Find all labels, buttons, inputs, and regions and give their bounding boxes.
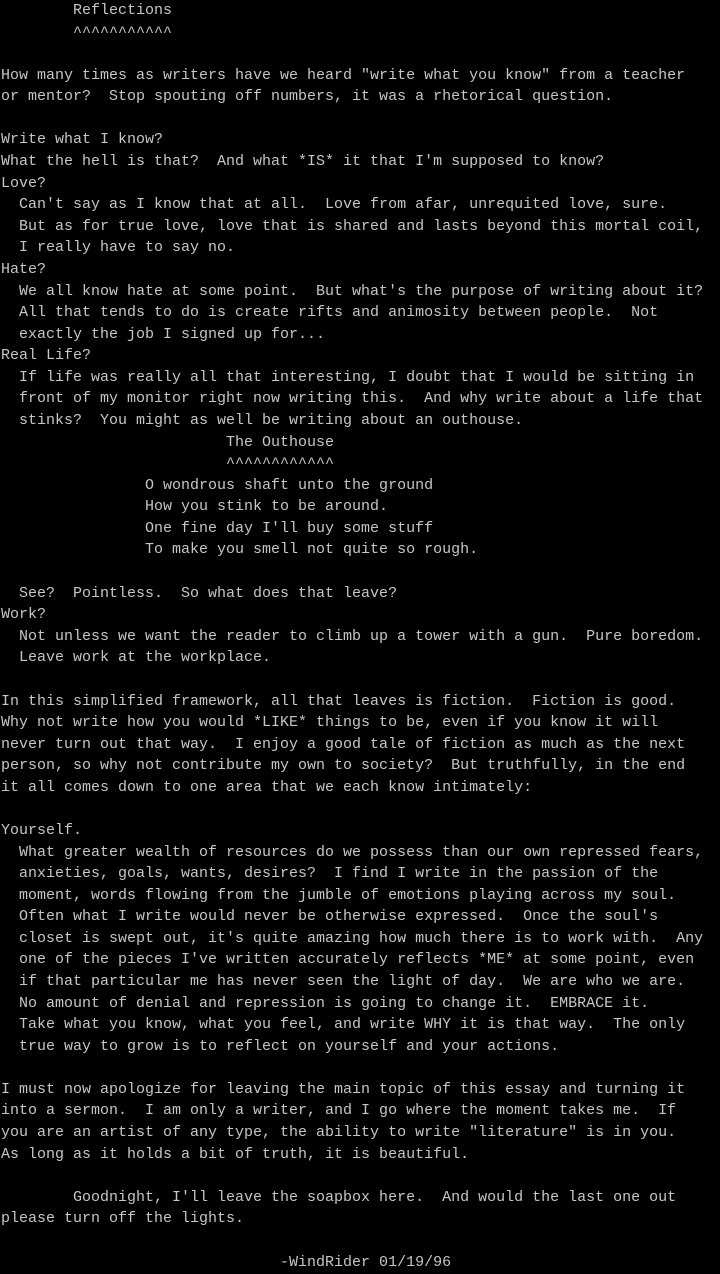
text-line: please turn off the lights. [1,1210,245,1228]
text-line: Leave work at the workplace. [1,649,272,667]
poem-line: O wondrous shaft unto the ground [1,476,434,494]
text-line: Write what I know? [1,131,164,149]
text-line [1,43,720,65]
text-line: true way to grow is to reflect on yourself and your actions. [1,1037,560,1055]
text-line: What greater wealth of resources do we possess than our own repressed fears, [1,843,704,861]
poem-title-underline: ^^^^^^^^^^^^ [1,455,335,473]
text-line: person, so why not contribute my own to society? But truthfully, in the end [1,757,686,775]
text-line: closet is swept out, it's quite amazing how much there is to work with. Any [1,929,704,947]
text-line: No amount of denial and repression is going to change it. EMBRACE it. [1,994,650,1012]
text-line: Take what you know, what you feel, and write WHY it is that way. The only [1,1016,686,1034]
text-line: Goodnight, I'll leave the soapbox here. And would the last one out [1,1188,677,1206]
poem-line: How you stink to be around. [1,498,389,516]
text-line: stinks? You might as well be writing about an outhouse. [1,411,524,429]
text-line: But as for true love, love that is shared and lasts beyond this mortal coil, [1,217,704,235]
text-line [1,798,720,820]
text-line: never turn out that way. I enjoy a good tale of fiction as much as the next [1,735,686,753]
text-line: See? Pointless. So what does that leave? [1,584,398,602]
text-line: exactly the job I signed up for... [1,325,326,343]
poem-line: To make you smell not quite so rough. [1,541,479,559]
text-line: Love? [1,174,47,192]
text-line [1,1230,720,1252]
text-line: it all comes down to one area that we each know intimately: [1,778,533,796]
text-line: Often what I write would never be otherwise expressed. Once the soul's [1,908,659,926]
text-line: How many times as writers have we heard "write what you know" from a teacher [1,66,686,84]
essay-text [1,0,720,1274]
text-line: you are an artist of any type, the ability to write "literature" is in you. [1,1124,677,1142]
text-line: Hate? [1,260,47,278]
poem-title-line: The Outhouse [1,433,335,451]
text-line: front of my monitor right now writing this. And why write about a life that [1,390,704,408]
text-line: We all know hate at some point. But what's the purpose of writing about it? [1,282,704,300]
text-line: Real Life? [1,347,92,365]
text-line: into a sermon. I am only a writer, and I go where the moment takes me. If [1,1102,677,1120]
text-line: In this simplified framework, all that leaves is fiction. Fiction is good. [1,692,677,710]
text-line: Not unless we want the reader to climb up a tower with a gun. Pure boredom. [1,627,704,645]
text-line: What the hell is that? And what *IS* it that I'm supposed to know? [1,153,605,171]
text-line: I must now apologize for leaving the main topic of this essay and turning it [1,1080,686,1098]
text-line: Why not write how you would *LIKE* things to be, even if you know it will [1,714,659,732]
essay-title-line: Reflections [1,2,173,19]
text-line [1,669,720,691]
text-line: or mentor? Stop spouting off numbers, it was a rhetorical question. [1,88,614,106]
signature-line: -WindRider 01/19/96 [1,1253,452,1271]
text-line [1,1057,720,1079]
text-line: one of the pieces I've written accurately reflects *ME* at some point, even [1,951,695,969]
text-line [1,1165,720,1187]
text-line: All that tends to do is create rifts and animosity between people. Not [1,304,659,322]
text-line: anxieties, goals, wants, desires? I find I write in the passion of the [1,865,659,883]
text-line: if that particular me has never seen the light of day. We are who we are. [1,973,686,991]
poem-line: One fine day I'll buy some stuff [1,519,434,537]
text-line: Work? [1,606,47,624]
text-line: Yourself. [1,821,83,839]
text-line [1,561,720,583]
text-line: If life was really all that interesting, I doubt that I would be sitting in [1,368,695,386]
text-line [1,108,720,130]
text-line: Can't say as I know that at all. Love from afar, unrequited love, sure. [1,196,668,214]
essay-title-underline: ^^^^^^^^^^^ [1,23,173,41]
text-line: I really have to say no. [1,239,236,257]
text-line: As long as it holds a bit of truth, it is beautiful. [1,1145,470,1163]
text-line: moment, words flowing from the jumble of emotions playing across my soul. [1,886,677,904]
